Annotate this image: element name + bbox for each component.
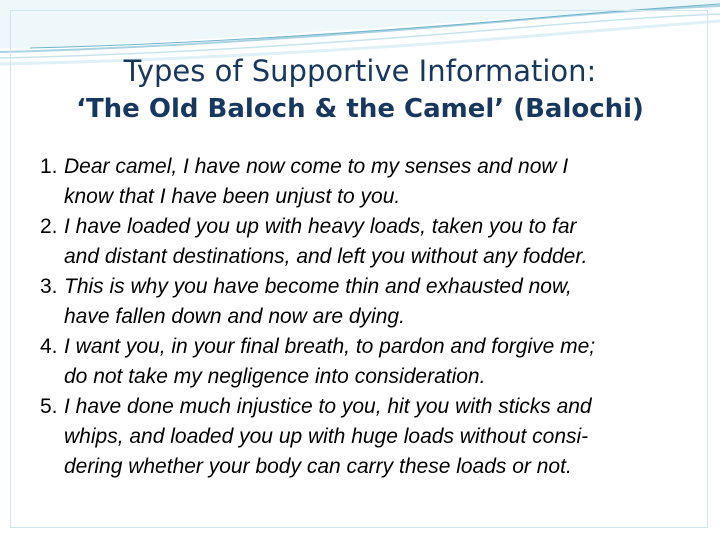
list-item-number: 3. <box>40 275 58 298</box>
list-item <box>40 152 690 212</box>
list-item <box>40 212 690 272</box>
list-item <box>40 272 690 332</box>
title-line-1: Types of Supportive Information: <box>123 54 597 88</box>
list-item-text: I have loaded you up with heavy loads, taken you to far and distant destinations, and left you without any fodder. <box>64 215 588 268</box>
list-item-number: 1. <box>40 155 58 178</box>
list-item-number: 2. <box>40 215 58 238</box>
list-item-number: 4. <box>40 335 58 358</box>
list-item-text: I have done much injustice to you, hit you with sticks and whips, and loaded you up with huge loads without consi- dering whether your body can carry these loads or not. <box>64 395 592 478</box>
slide-title <box>0 52 720 128</box>
list-item <box>40 332 690 392</box>
title-line-2: ‘The Old Baloch & the Camel’ (Balochi) <box>76 94 644 124</box>
list-item-text: Dear camel, I have now come to my senses and now I know that I have been unjust to you. <box>64 155 569 208</box>
list-item-text: This is why you have become thin and exhausted now, have fallen down and now are dying. <box>64 275 572 328</box>
list-item-text: I want you, in your final breath, to pardon and forgive me; do not take my negligence into consideration. <box>64 335 596 388</box>
list-item <box>40 392 690 482</box>
list-item-number: 5. <box>40 395 58 418</box>
numbered-list <box>40 152 690 482</box>
